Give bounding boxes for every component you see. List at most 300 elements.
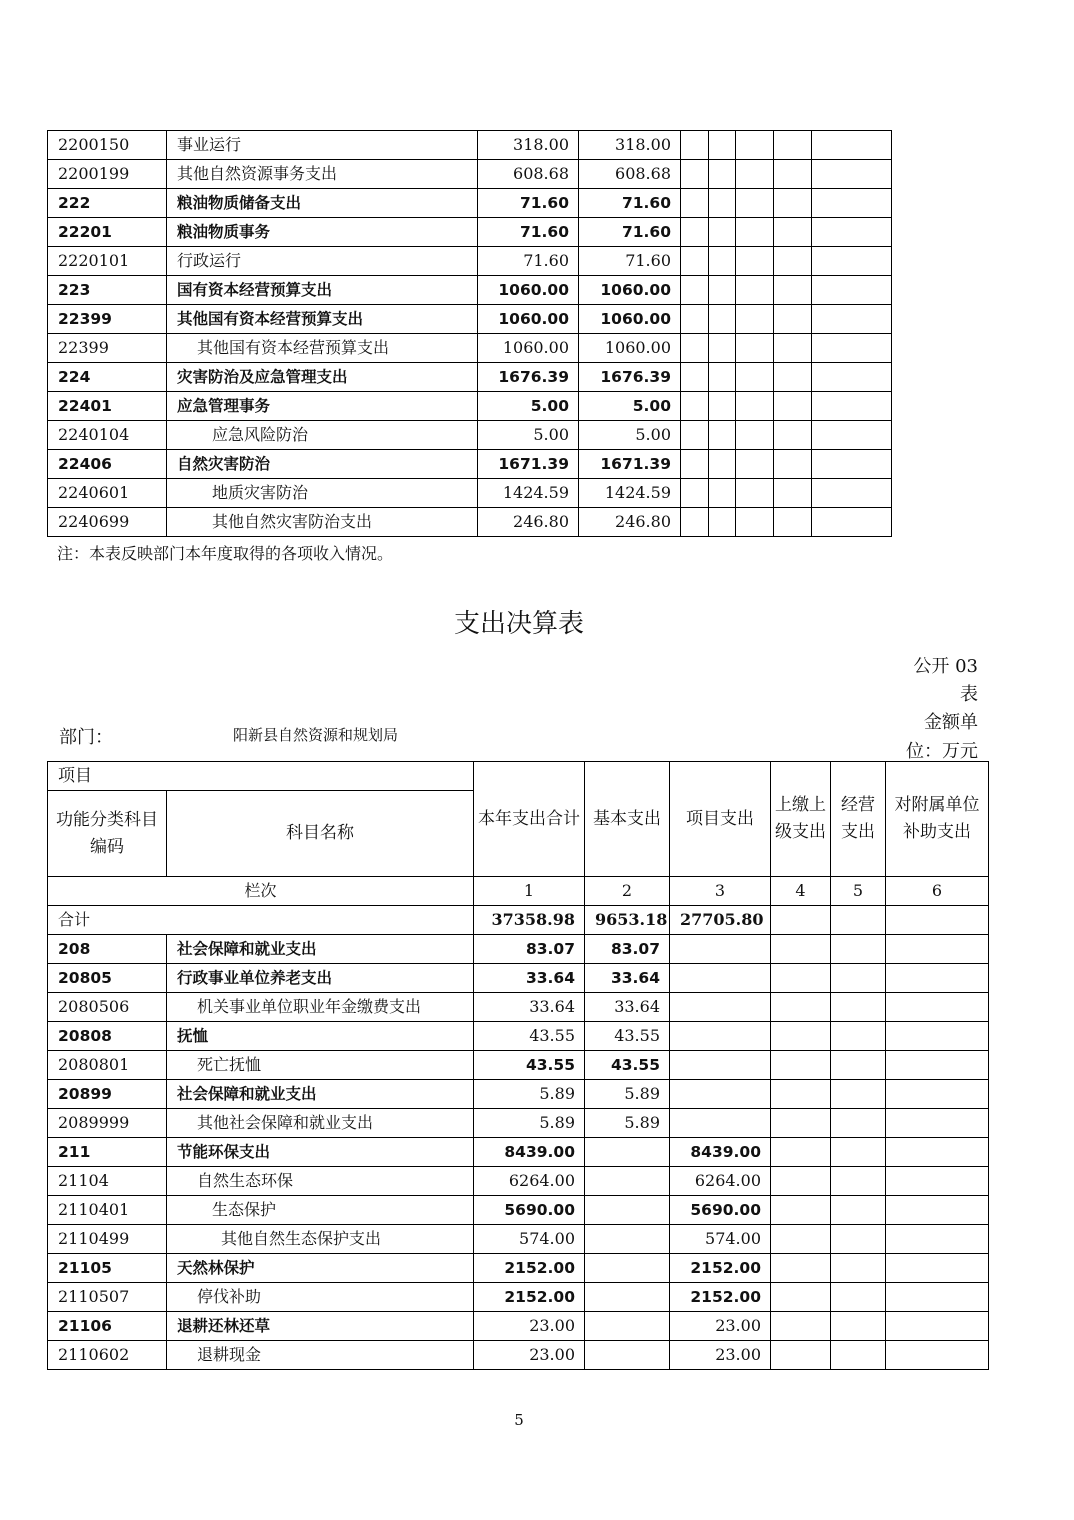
row-empty-cell	[774, 218, 812, 247]
row-empty-cell	[812, 421, 892, 450]
row-empty-cell	[681, 363, 709, 392]
table-row	[48, 1341, 989, 1370]
row-basic: 33.64	[585, 964, 670, 993]
row-name: 停伐补助	[167, 1283, 474, 1312]
row-empty-cell	[681, 276, 709, 305]
row-empty-cell	[736, 305, 774, 334]
row-name: 其他国有资本经营预算支出	[167, 334, 478, 363]
table-row	[48, 1051, 989, 1080]
row-basic: 5.89	[585, 1080, 670, 1109]
department-name: 阳新县自然资源和规划局	[233, 726, 399, 744]
row-empty-cell	[771, 1341, 831, 1370]
row-total: 5.89	[474, 1080, 585, 1109]
table-row	[48, 479, 892, 508]
row-name: 地质灾害防治	[167, 479, 478, 508]
row-empty-cell	[681, 421, 709, 450]
row-project	[670, 964, 771, 993]
row-total: 71.60	[478, 218, 579, 247]
page-title: 支出决算表	[453, 609, 584, 639]
expenditure-table-body	[48, 935, 989, 1370]
row-total: 1060.00	[478, 334, 579, 363]
row-project	[670, 1109, 771, 1138]
row-total: 6264.00	[474, 1167, 585, 1196]
row-basic	[585, 1196, 670, 1225]
unit-line1: 金额单	[924, 712, 978, 733]
table-row	[48, 1080, 989, 1109]
row-basic: 1060.00	[579, 305, 681, 334]
row-total: 2152.00	[474, 1283, 585, 1312]
row-total: 608.68	[478, 160, 579, 189]
row-empty-cell	[774, 508, 812, 537]
table-row	[48, 1254, 989, 1283]
row-name: 退耕现金	[167, 1341, 474, 1370]
row-empty-cell	[886, 1080, 989, 1109]
row-code: 20808	[48, 1022, 167, 1051]
department-label: 部门：	[59, 727, 113, 748]
row-project	[670, 993, 771, 1022]
table-note: 注：本表反映部门本年度取得的各项收入情况。	[57, 544, 394, 563]
row-empty-cell	[736, 247, 774, 276]
row-code: 2240699	[48, 508, 167, 537]
row-name: 生态保护	[167, 1196, 474, 1225]
row-total: 8439.00	[474, 1138, 585, 1167]
row-name: 抚恤	[167, 1022, 474, 1051]
row-empty-cell	[831, 1312, 886, 1341]
row-total: 574.00	[474, 1225, 585, 1254]
row-empty-cell	[681, 334, 709, 363]
row-basic: 71.60	[579, 189, 681, 218]
col-num-3: 3	[670, 877, 771, 906]
row-project	[670, 1080, 771, 1109]
header-column-label: 栏次	[48, 877, 474, 906]
table-row	[48, 131, 892, 160]
row-basic: 1676.39	[579, 363, 681, 392]
row-code: 211	[48, 1138, 167, 1167]
row-project: 23.00	[670, 1312, 771, 1341]
row-code: 2080506	[48, 993, 167, 1022]
row-empty-cell	[736, 276, 774, 305]
row-project	[670, 1022, 771, 1051]
row-empty-cell	[709, 392, 736, 421]
row-project: 574.00	[670, 1225, 771, 1254]
row-project	[670, 935, 771, 964]
row-empty-cell	[831, 1341, 886, 1370]
row-empty-cell	[831, 1109, 886, 1138]
row-empty-cell	[681, 218, 709, 247]
row-empty-cell	[709, 305, 736, 334]
page-number: 5	[514, 1411, 524, 1429]
row-empty-cell	[774, 131, 812, 160]
table-row	[48, 450, 892, 479]
row-code: 21106	[48, 1312, 167, 1341]
row-total: 1060.00	[478, 305, 579, 334]
row-empty-cell	[812, 508, 892, 537]
row-basic: 608.68	[579, 160, 681, 189]
total-row-project: 27705.80	[670, 906, 771, 935]
row-empty-cell	[709, 218, 736, 247]
row-basic: 318.00	[579, 131, 681, 160]
row-empty-cell	[774, 421, 812, 450]
table-row	[48, 1225, 989, 1254]
table-row	[48, 218, 892, 247]
row-empty-cell	[736, 189, 774, 218]
row-total: 33.64	[474, 964, 585, 993]
row-code: 2110507	[48, 1283, 167, 1312]
total-row-label: 合计	[48, 906, 474, 935]
header-upper: 上缴上级支出	[771, 762, 831, 877]
row-empty-cell	[812, 305, 892, 334]
row-empty-cell	[681, 305, 709, 334]
row-empty-cell	[736, 450, 774, 479]
row-code: 2110401	[48, 1196, 167, 1225]
row-empty-cell	[886, 1283, 989, 1312]
row-empty-cell	[831, 964, 886, 993]
row-empty-cell	[774, 189, 812, 218]
row-empty-cell	[774, 334, 812, 363]
row-basic	[585, 1254, 670, 1283]
row-empty-cell	[736, 392, 774, 421]
row-empty-cell	[812, 160, 892, 189]
row-project: 2152.00	[670, 1283, 771, 1312]
table-row	[48, 1283, 989, 1312]
row-name: 自然灾害防治	[167, 450, 478, 479]
form-number-line2: 表	[960, 684, 978, 705]
row-empty-cell	[886, 964, 989, 993]
row-empty-cell	[831, 1080, 886, 1109]
row-empty-cell	[736, 218, 774, 247]
row-basic	[585, 1312, 670, 1341]
row-code: 22399	[48, 305, 167, 334]
table-row	[48, 1109, 989, 1138]
row-empty-cell	[709, 131, 736, 160]
row-empty-cell	[886, 1109, 989, 1138]
row-name: 天然林保护	[167, 1254, 474, 1283]
col-num-2: 2	[585, 877, 670, 906]
row-basic: 71.60	[579, 247, 681, 276]
row-project: 6264.00	[670, 1167, 771, 1196]
row-empty-cell	[681, 450, 709, 479]
row-code: 2110499	[48, 1225, 167, 1254]
row-total: 5.00	[478, 421, 579, 450]
table-row	[48, 1167, 989, 1196]
row-name: 其他自然灾害防治支出	[167, 508, 478, 537]
row-empty-cell	[736, 363, 774, 392]
row-empty-cell	[886, 993, 989, 1022]
table-row	[48, 189, 892, 218]
row-empty-cell	[771, 1022, 831, 1051]
row-empty-cell	[886, 1254, 989, 1283]
row-empty-cell	[812, 218, 892, 247]
row-name: 其他社会保障和就业支出	[167, 1109, 474, 1138]
row-basic: 43.55	[585, 1051, 670, 1080]
row-empty-cell	[709, 276, 736, 305]
table-row	[48, 160, 892, 189]
row-empty-cell	[771, 1254, 831, 1283]
row-project: 5690.00	[670, 1196, 771, 1225]
header-item: 项目	[48, 762, 474, 791]
row-basic: 5.00	[579, 421, 681, 450]
row-empty-cell	[812, 392, 892, 421]
row-name: 社会保障和就业支出	[167, 935, 474, 964]
row-empty-cell	[709, 479, 736, 508]
row-empty-cell	[771, 964, 831, 993]
table-row	[48, 305, 892, 334]
row-basic: 5.00	[579, 392, 681, 421]
row-name: 行政事业单位养老支出	[167, 964, 474, 993]
row-total: 1424.59	[478, 479, 579, 508]
row-total: 43.55	[474, 1022, 585, 1051]
table-row	[48, 993, 989, 1022]
row-code: 2080801	[48, 1051, 167, 1080]
row-empty-cell	[831, 1138, 886, 1167]
row-empty-cell	[831, 1196, 886, 1225]
row-code: 224	[48, 363, 167, 392]
row-basic: 33.64	[585, 993, 670, 1022]
row-empty-cell	[812, 276, 892, 305]
row-basic: 1060.00	[579, 276, 681, 305]
row-basic: 71.60	[579, 218, 681, 247]
row-name: 国有资本经营预算支出	[167, 276, 478, 305]
row-code: 22399	[48, 334, 167, 363]
row-empty-cell	[736, 160, 774, 189]
row-empty-cell	[736, 334, 774, 363]
row-basic: 43.55	[585, 1022, 670, 1051]
row-empty-cell	[886, 1225, 989, 1254]
row-empty-cell	[681, 247, 709, 276]
col-num-1: 1	[474, 877, 585, 906]
row-basic: 5.89	[585, 1109, 670, 1138]
row-empty-cell	[681, 479, 709, 508]
row-empty-cell	[771, 1167, 831, 1196]
row-empty-cell	[771, 1283, 831, 1312]
unit-line2: 位：万元	[906, 741, 978, 762]
row-code: 222	[48, 189, 167, 218]
row-empty-cell	[831, 1283, 886, 1312]
row-empty-cell	[812, 247, 892, 276]
row-project: 2152.00	[670, 1254, 771, 1283]
row-empty-cell	[709, 450, 736, 479]
table-row	[48, 363, 892, 392]
row-name: 自然生态环保	[167, 1167, 474, 1196]
row-code: 2240601	[48, 479, 167, 508]
row-code: 208	[48, 935, 167, 964]
row-empty-cell	[709, 363, 736, 392]
table-row	[48, 1312, 989, 1341]
row-empty-cell	[812, 189, 892, 218]
table-row	[48, 964, 989, 993]
row-empty-cell	[771, 1051, 831, 1080]
table-row	[48, 1022, 989, 1051]
form-number-line1: 公开 03	[913, 656, 978, 677]
header-basic: 基本支出	[585, 762, 670, 877]
row-name: 应急风险防治	[167, 421, 478, 450]
row-total: 43.55	[474, 1051, 585, 1080]
row-empty-cell	[771, 1109, 831, 1138]
row-total: 23.00	[474, 1341, 585, 1370]
income-table-continuation	[47, 130, 892, 537]
row-empty-cell	[774, 305, 812, 334]
row-empty-cell	[681, 160, 709, 189]
row-empty-cell	[774, 479, 812, 508]
row-empty-cell	[831, 1051, 886, 1080]
table-row	[48, 935, 989, 964]
row-code: 2240104	[48, 421, 167, 450]
row-total: 71.60	[478, 189, 579, 218]
row-total: 5.89	[474, 1109, 585, 1138]
row-basic: 1060.00	[579, 334, 681, 363]
row-empty-cell	[771, 1196, 831, 1225]
header-subsidy: 对附属单位补助支出	[886, 762, 989, 877]
table-row	[48, 508, 892, 537]
row-basic	[585, 1225, 670, 1254]
row-empty-cell	[886, 1022, 989, 1051]
row-name: 应急管理事务	[167, 392, 478, 421]
row-empty-cell	[774, 450, 812, 479]
row-empty-cell	[774, 247, 812, 276]
row-empty-cell	[886, 935, 989, 964]
row-empty-cell	[774, 363, 812, 392]
row-code: 22401	[48, 392, 167, 421]
total-row-basic: 9653.18	[585, 906, 670, 935]
row-empty-cell	[831, 1167, 886, 1196]
row-empty-cell	[771, 1225, 831, 1254]
row-empty-cell	[831, 1022, 886, 1051]
row-name: 节能环保支出	[167, 1138, 474, 1167]
header-total: 本年支出合计	[474, 762, 585, 877]
income-table-body	[48, 131, 892, 537]
total-row-subsidy	[886, 906, 989, 935]
row-empty-cell	[771, 1138, 831, 1167]
row-empty-cell	[812, 450, 892, 479]
row-total: 318.00	[478, 131, 579, 160]
expenditure-table	[47, 761, 989, 1370]
row-empty-cell	[681, 189, 709, 218]
row-total: 1676.39	[478, 363, 579, 392]
total-row-upper	[771, 906, 831, 935]
row-empty-cell	[831, 935, 886, 964]
row-total: 1671.39	[478, 450, 579, 479]
row-code: 20805	[48, 964, 167, 993]
row-empty-cell	[831, 1225, 886, 1254]
row-name: 其他自然生态保护支出	[167, 1225, 474, 1254]
row-empty-cell	[709, 189, 736, 218]
row-basic	[585, 1341, 670, 1370]
row-project: 8439.00	[670, 1138, 771, 1167]
row-empty-cell	[736, 508, 774, 537]
row-empty-cell	[774, 392, 812, 421]
row-total: 5690.00	[474, 1196, 585, 1225]
row-empty-cell	[886, 1051, 989, 1080]
row-empty-cell	[812, 363, 892, 392]
row-total: 83.07	[474, 935, 585, 964]
row-empty-cell	[709, 508, 736, 537]
row-empty-cell	[736, 131, 774, 160]
row-empty-cell	[709, 160, 736, 189]
row-total: 33.64	[474, 993, 585, 1022]
row-project: 23.00	[670, 1341, 771, 1370]
row-empty-cell	[771, 1312, 831, 1341]
row-code: 21104	[48, 1167, 167, 1196]
row-name: 机关事业单位职业年金缴费支出	[167, 993, 474, 1022]
row-empty-cell	[771, 1080, 831, 1109]
row-basic: 1424.59	[579, 479, 681, 508]
row-empty-cell	[886, 1196, 989, 1225]
row-project	[670, 1051, 771, 1080]
table-row	[48, 1138, 989, 1167]
row-empty-cell	[709, 334, 736, 363]
table-row	[48, 392, 892, 421]
row-empty-cell	[812, 479, 892, 508]
row-code: 20899	[48, 1080, 167, 1109]
table-row	[48, 421, 892, 450]
row-name: 事业运行	[167, 131, 478, 160]
row-empty-cell	[736, 479, 774, 508]
row-basic	[585, 1283, 670, 1312]
row-empty-cell	[831, 993, 886, 1022]
table-row	[48, 334, 892, 363]
row-total: 5.00	[478, 392, 579, 421]
row-empty-cell	[812, 334, 892, 363]
row-empty-cell	[771, 993, 831, 1022]
row-code: 22406	[48, 450, 167, 479]
col-num-5: 5	[831, 877, 886, 906]
row-empty-cell	[886, 1167, 989, 1196]
header-code: 功能分类科目编码	[48, 791, 167, 877]
row-total: 2152.00	[474, 1254, 585, 1283]
row-code: 223	[48, 276, 167, 305]
row-empty-cell	[709, 421, 736, 450]
row-total: 23.00	[474, 1312, 585, 1341]
expenditure-table-header	[48, 762, 989, 935]
row-name: 退耕还林还草	[167, 1312, 474, 1341]
table-row	[48, 276, 892, 305]
row-empty-cell	[886, 1312, 989, 1341]
row-code: 21105	[48, 1254, 167, 1283]
row-name: 其他国有资本经营预算支出	[167, 305, 478, 334]
total-row-business	[831, 906, 886, 935]
row-empty-cell	[831, 1254, 886, 1283]
col-num-6: 6	[886, 877, 989, 906]
row-code: 2089999	[48, 1109, 167, 1138]
row-empty-cell	[774, 160, 812, 189]
row-basic	[585, 1167, 670, 1196]
row-empty-cell	[709, 247, 736, 276]
row-name: 灾害防治及应急管理支出	[167, 363, 478, 392]
row-empty-cell	[681, 392, 709, 421]
row-basic: 83.07	[585, 935, 670, 964]
col-num-4: 4	[771, 877, 831, 906]
row-total: 71.60	[478, 247, 579, 276]
table-row	[48, 1196, 989, 1225]
row-total: 246.80	[478, 508, 579, 537]
row-name: 死亡抚恤	[167, 1051, 474, 1080]
table-row	[48, 247, 892, 276]
row-code: 22201	[48, 218, 167, 247]
row-empty-cell	[681, 508, 709, 537]
row-basic: 246.80	[579, 508, 681, 537]
header-name: 科目名称	[167, 791, 474, 877]
row-basic	[585, 1138, 670, 1167]
row-name: 社会保障和就业支出	[167, 1080, 474, 1109]
row-basic: 1671.39	[579, 450, 681, 479]
row-empty-cell	[736, 421, 774, 450]
header-project: 项目支出	[670, 762, 771, 877]
row-total: 1060.00	[478, 276, 579, 305]
row-empty-cell	[812, 131, 892, 160]
row-name: 行政运行	[167, 247, 478, 276]
row-name: 粮油物质事务	[167, 218, 478, 247]
row-name: 其他自然资源事务支出	[167, 160, 478, 189]
